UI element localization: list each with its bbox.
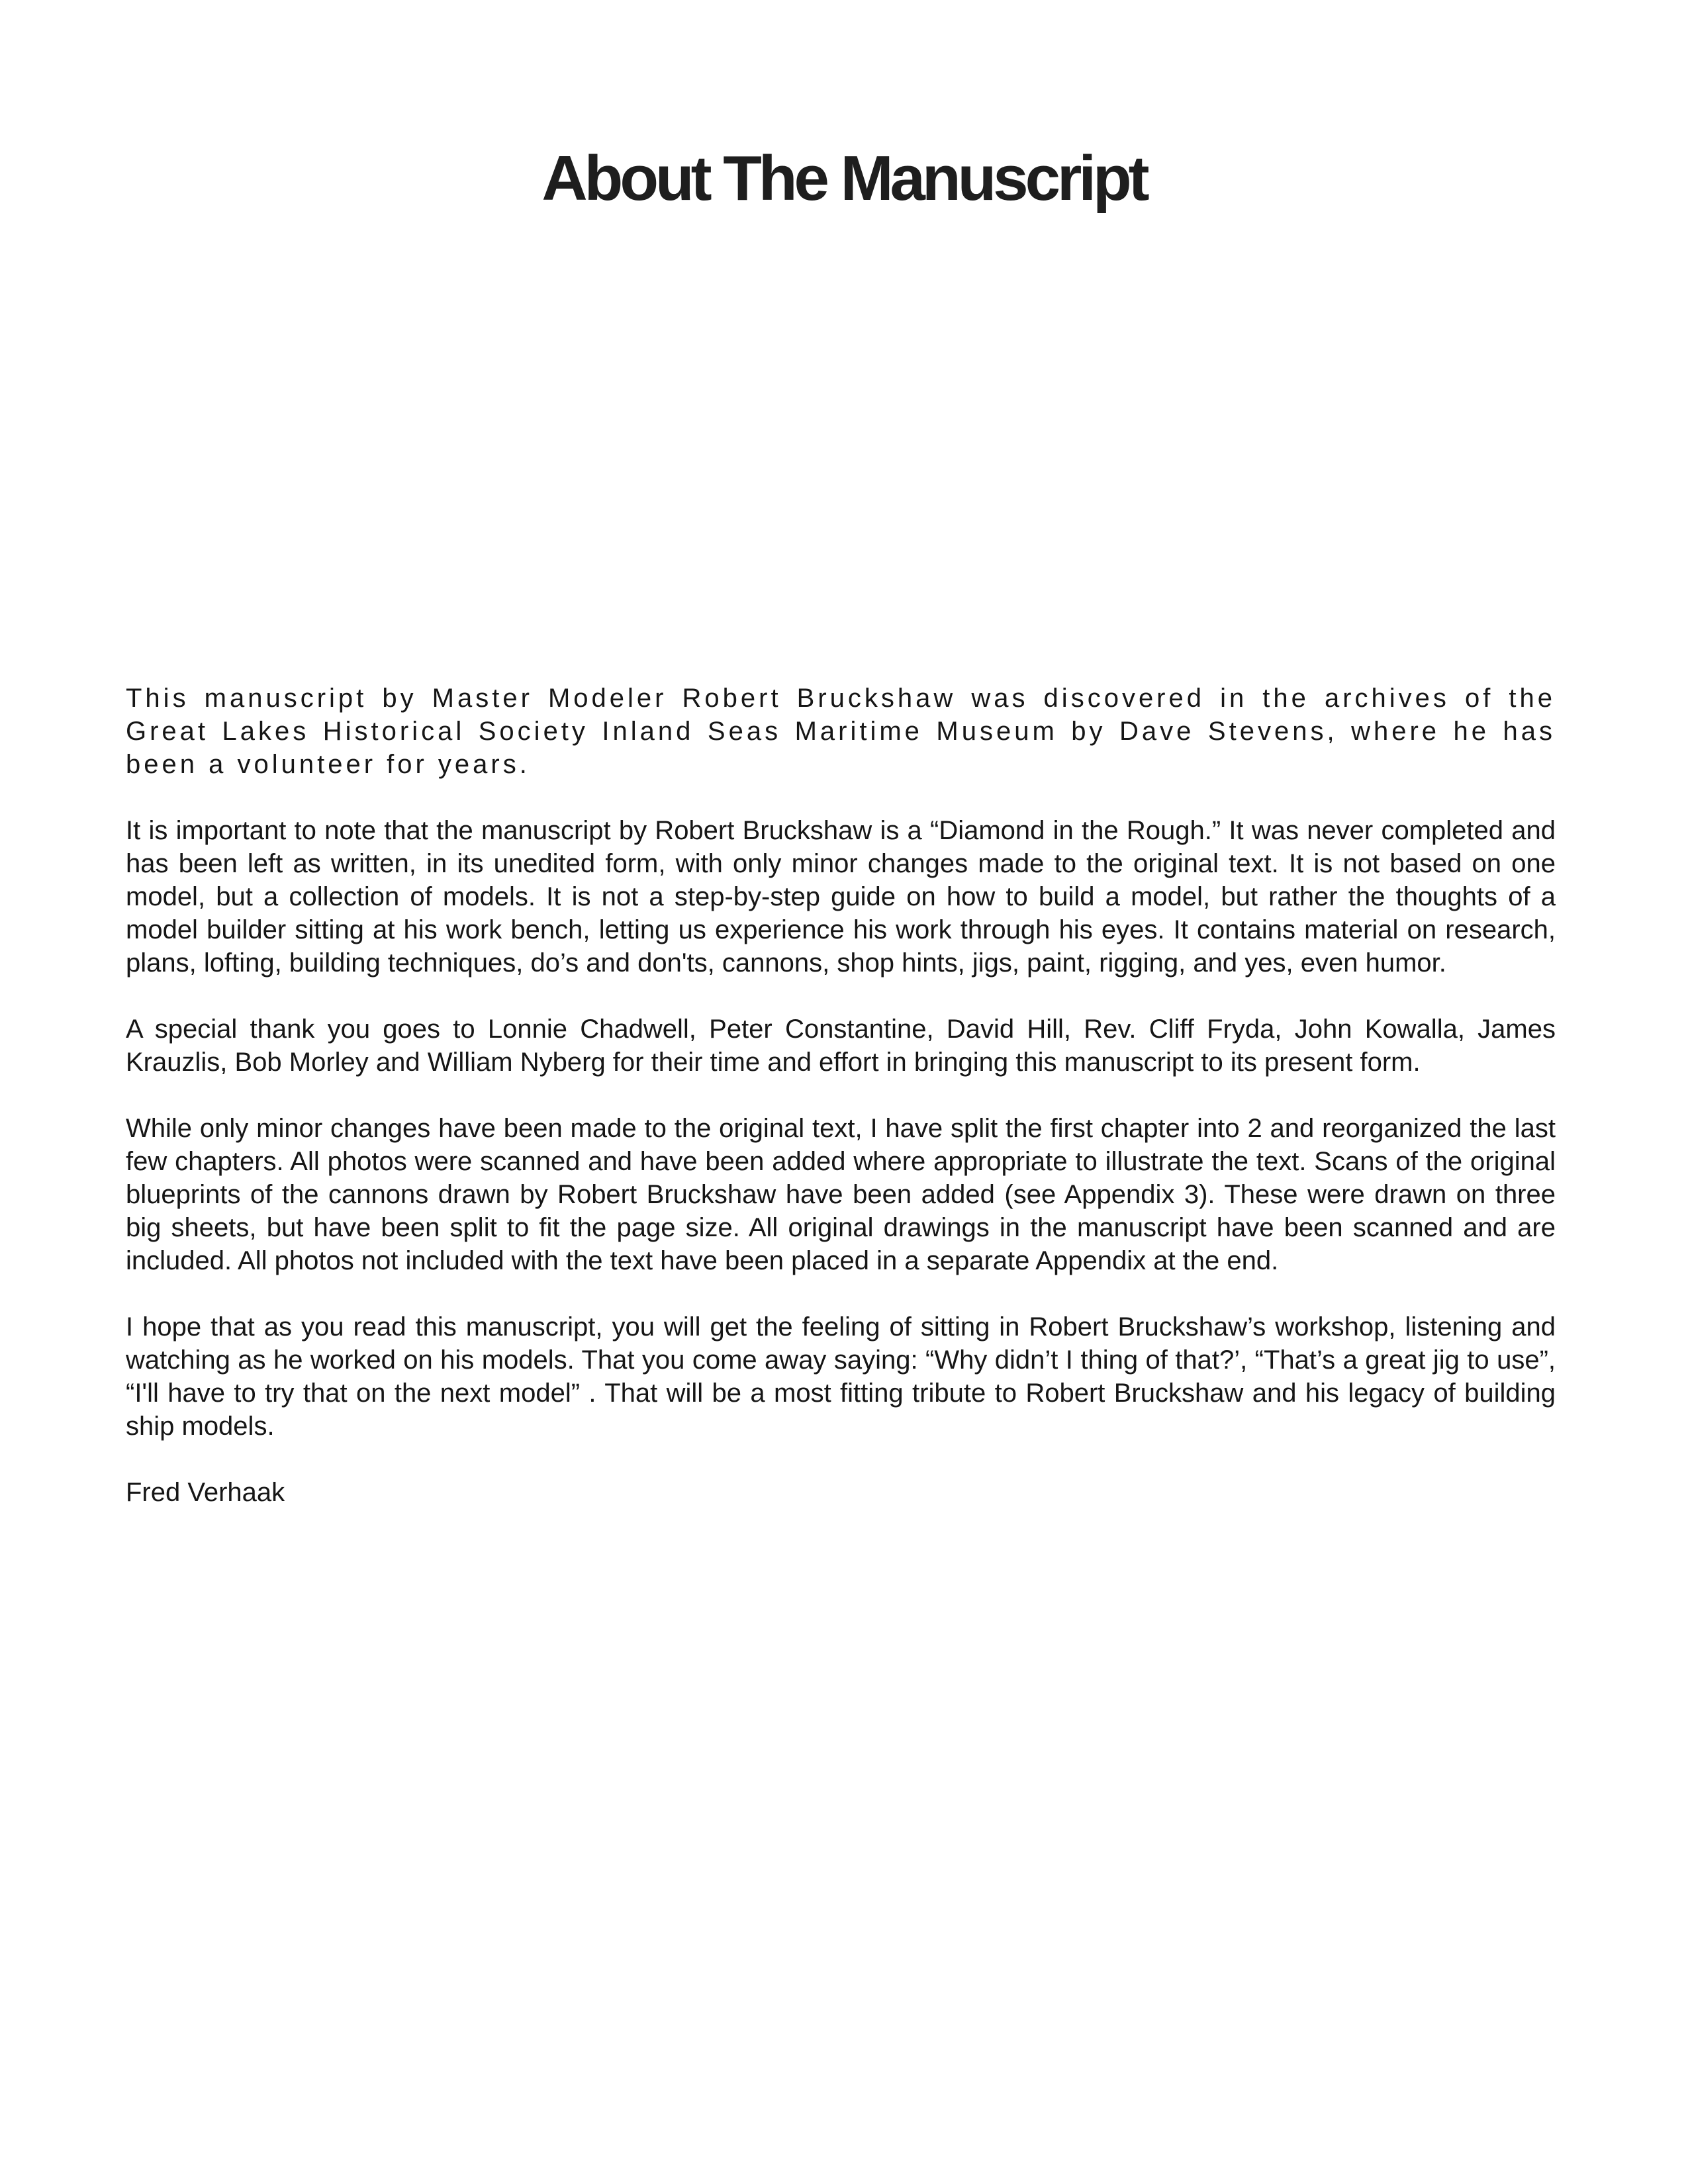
paragraph-discovery: This manuscript by Master Modeler Robert Bruckshaw was discovered in the archives of the Great Lakes Historical Society Inland Seas Maritime Museum by Dave Stevens, where he has been a volunteer for years. (126, 684, 1556, 779)
document-body (126, 682, 1556, 1542)
page-title: About The Manuscript (541, 143, 1147, 214)
paragraph-thank-you: A special thank you goes to Lonnie Chadwell, Peter Constantine, David Hill, Rev. Cliff Fryda, John Kowalla, James Krauzlis, Bob Morley and William Nyberg for their time and effort in bringing this manuscript to its present form. (126, 1015, 1556, 1077)
paragraph-hope: I hope that as you read this manuscript, you will get the feeling of sitting in Robert Bruckshaw’s workshop, listening and watching as he worked on his models. That you come away saying: “Why didn’t I thing of that?’, “That’s a great jig to use”, “I'll have to try that on the next model” . That will be a most fitting tribute to Robert Bruckshaw and his legacy of building ship models. (126, 1312, 1556, 1441)
paragraph-diamond-in-rough: It is important to note that the manuscript by Robert Bruckshaw is a “Diamond in the Rough.” It was never completed and has been left as written, in its unedited form, with only minor changes made to the original text. It is not based on one model, but a collection of models. It is not a step-by-step guide on how to build a model, but rather the thoughts of a model builder sitting at his work bench, letting us experience his work through his eyes. It contains material on research, plans, lofting, building techniques, do’s and don'ts, cannons, shop hints, jigs, paint, rigging, and yes, even humor. (126, 816, 1556, 978)
paragraph-changes: While only minor changes have been made to the original text, I have split the first chapter into 2 and reorganized the last few chapters. All photos were scanned and have been added where appropriate to illustrate the text. Scans of the original blueprints of the cannons drawn by Robert Bruckshaw have been added (see Appendix 3). These were drawn on three big sheets, but have been split to fit the page size. All original drawings in the manuscript have been scanned and are included. All photos not included with the text have been placed in a separate Appendix at the end. (126, 1114, 1556, 1275)
signature: Fred Verhaak (126, 1478, 285, 1507)
